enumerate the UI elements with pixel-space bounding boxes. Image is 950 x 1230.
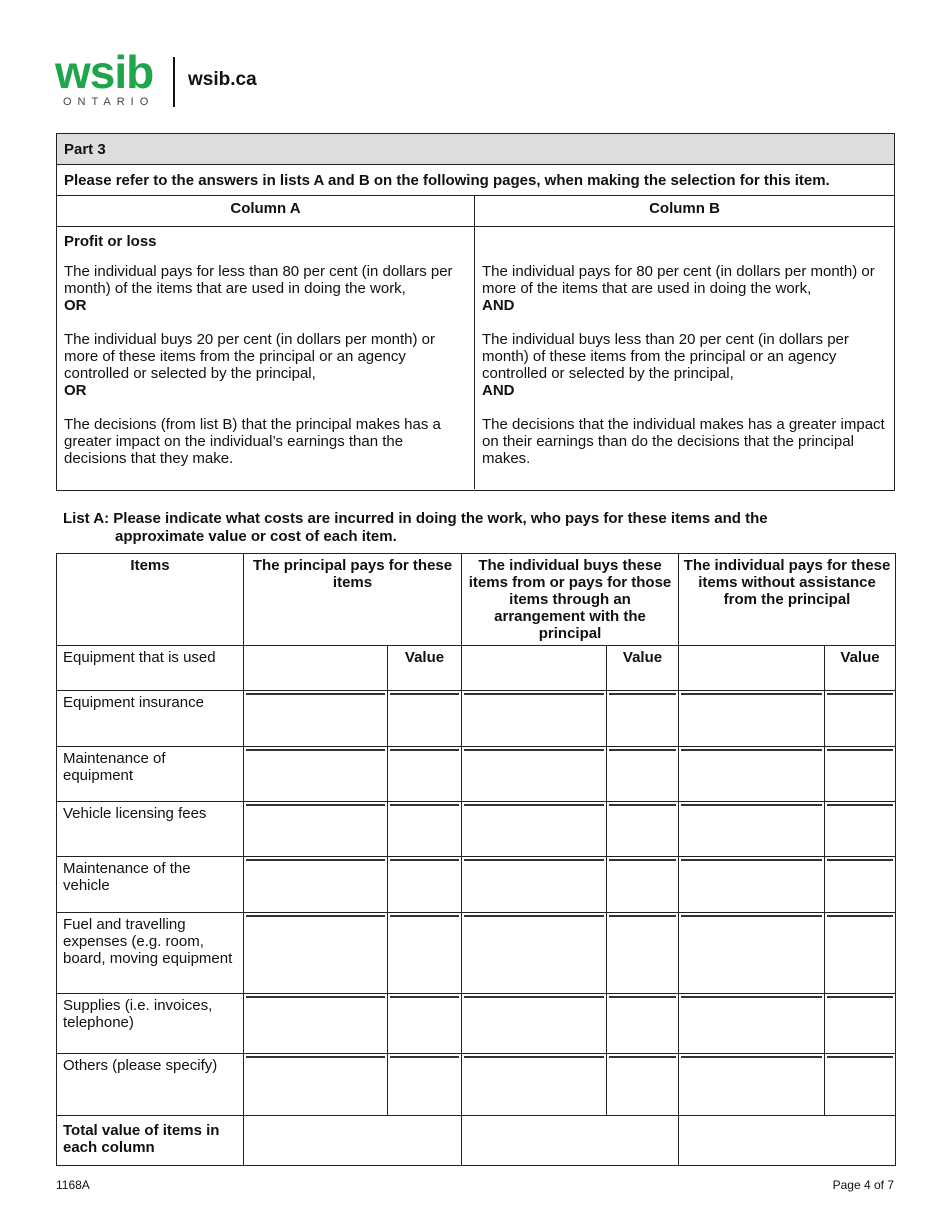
criterion-conjunction: OR <box>64 297 87 314</box>
column-b[interactable] <box>475 227 894 489</box>
arrangement-value-field-cell <box>607 802 679 857</box>
criterion-text: The decisions (from list B) that the principal makes has a greater impact on the individual’s earnings than the decisions that they make. <box>64 416 441 467</box>
arrangement-item-field[interactable] <box>464 749 604 751</box>
column-b-criterion <box>482 416 887 467</box>
arrangement-value-field-cell <box>607 1054 679 1116</box>
list-a-rows <box>57 691 896 1116</box>
part3-note: Please refer to the answers in lists A and B on the following pages, when making the selection for this item. <box>57 165 894 196</box>
arrangement-value-field[interactable] <box>609 804 676 806</box>
individual-value-field-cell <box>825 1054 896 1116</box>
principal-item-field[interactable] <box>246 859 385 861</box>
table-row <box>57 802 896 857</box>
column-b-criterion <box>482 263 887 314</box>
arrangement-item-field-cell <box>462 691 607 747</box>
criterion-conjunction: AND <box>482 382 515 399</box>
arrangement-value-field[interactable] <box>609 1056 676 1058</box>
principal-pays-header: The principal pays for these items <box>244 554 462 646</box>
principal-value-field-cell <box>388 913 462 994</box>
principal-value-field[interactable] <box>390 915 459 917</box>
value-header: Value <box>825 646 896 691</box>
principal-item-field[interactable] <box>246 804 385 806</box>
individual-value-field[interactable] <box>827 693 893 695</box>
table-row <box>57 857 896 913</box>
individual-value-field[interactable] <box>827 859 893 861</box>
table-row <box>57 994 896 1054</box>
individual-item-cell <box>679 646 825 691</box>
table-row <box>57 747 896 802</box>
principal-item-field-cell <box>244 994 388 1054</box>
profit-or-loss-heading: Profit or loss <box>64 233 157 250</box>
individual-item-field[interactable] <box>681 915 822 917</box>
individual-item-field-cell <box>679 913 825 994</box>
individual-value-field[interactable] <box>827 996 893 998</box>
logo-wordmark: wsib <box>55 46 154 98</box>
individual-value-field[interactable] <box>827 804 893 806</box>
individual-item-field-cell <box>679 747 825 802</box>
total-principal-field[interactable] <box>244 1116 462 1166</box>
criterion-text: The individual buys 20 per cent (in dollars per month) or more of these items from the principal or an agency controlled or selected by the principal, <box>64 331 436 382</box>
individual-item-field-cell <box>679 994 825 1054</box>
arrangement-item-cell <box>462 646 607 691</box>
principal-value-field-cell <box>388 691 462 747</box>
principal-item-field[interactable] <box>246 1056 385 1058</box>
individual-value-field-cell <box>825 747 896 802</box>
individual-item-field[interactable] <box>681 693 822 695</box>
principal-item-field[interactable] <box>246 749 385 751</box>
part3-title: Part 3 <box>57 134 894 165</box>
arrangement-item-field-cell <box>462 994 607 1054</box>
individual-item-field[interactable] <box>681 749 822 751</box>
total-individual-field[interactable] <box>679 1116 896 1166</box>
row-label: Others (please specify) <box>57 1054 244 1116</box>
arrangement-item-field[interactable] <box>464 996 604 998</box>
column-b-spacer <box>482 233 887 263</box>
principal-value-field[interactable] <box>390 996 459 998</box>
principal-item-field-cell <box>244 691 388 747</box>
arrangement-value-field-cell <box>607 913 679 994</box>
row-label: Vehicle licensing fees <box>57 802 244 857</box>
principal-value-field[interactable] <box>390 804 459 806</box>
individual-pays-header: The individual pays for these items without assistance from the principal <box>679 554 896 646</box>
individual-item-field-cell <box>679 1054 825 1116</box>
row-label: Fuel and travelling expenses (e.g. room, board, moving equipment <box>57 913 244 994</box>
arrangement-item-field-cell <box>462 857 607 913</box>
column-b-header: Column B <box>649 200 720 217</box>
criterion-text: The decisions that the individual makes has a greater impact on their earnings than do the decisions that the principal makes. <box>482 416 885 467</box>
principal-item-cell <box>244 646 388 691</box>
individual-value-field[interactable] <box>827 1056 893 1058</box>
arrangement-value-field[interactable] <box>609 915 676 917</box>
row-label: Supplies (i.e. invoices, telephone) <box>57 994 244 1054</box>
column-a-criterion <box>64 416 467 467</box>
individual-value-field-cell <box>825 802 896 857</box>
arrangement-item-field[interactable] <box>464 859 604 861</box>
principal-item-field[interactable] <box>246 915 385 917</box>
criterion-conjunction: OR <box>64 382 87 399</box>
principal-value-field-cell <box>388 1054 462 1116</box>
list-a-heading-line2: approximate value or cost of each item. <box>115 528 397 545</box>
column-a-criterion <box>64 263 467 314</box>
criterion-text: The individual pays for 80 per cent (in dollars per month) or more of the items that are used in doing the work, <box>482 263 875 297</box>
principal-item-field[interactable] <box>246 996 385 998</box>
individual-item-field[interactable] <box>681 859 822 861</box>
column-a-header: Column A <box>57 196 475 226</box>
arrangement-value-field[interactable] <box>609 996 676 998</box>
logo-subtext: ONTARIO <box>63 96 155 108</box>
row-label: Maintenance of equipment <box>57 747 244 802</box>
value-header: Value <box>388 646 462 691</box>
part3-section <box>56 133 895 491</box>
principal-item-field-cell <box>244 857 388 913</box>
arrangement-value-field[interactable] <box>609 749 676 751</box>
arrangement-value-field-cell <box>607 857 679 913</box>
arrangement-value-field[interactable] <box>609 859 676 861</box>
column-a-criterion <box>64 331 467 399</box>
arrangement-value-field-cell <box>607 994 679 1054</box>
principal-item-field-cell <box>244 1054 388 1116</box>
individual-value-field-cell <box>825 913 896 994</box>
table-row <box>57 691 896 747</box>
arrangement-item-field-cell <box>462 1054 607 1116</box>
arrangement-item-field[interactable] <box>464 693 604 695</box>
principal-value-field-cell <box>388 802 462 857</box>
principal-item-field-cell <box>244 747 388 802</box>
list-a-table <box>56 553 896 1166</box>
column-b-criterion <box>482 331 887 399</box>
individual-item-field-cell <box>679 857 825 913</box>
criterion-conjunction: AND <box>482 297 515 314</box>
criterion-text: The individual pays for less than 80 per cent (in dollars per month) of the items that are used in doing the work, <box>64 263 453 297</box>
page-number: Page 4 of 7 <box>832 1178 894 1192</box>
column-a[interactable] <box>57 227 475 489</box>
form-number: 1168A <box>56 1178 90 1192</box>
arrangement-item-field-cell <box>462 802 607 857</box>
individual-item-field-cell <box>679 691 825 747</box>
table-row <box>57 913 896 994</box>
arrangement-header: The individual buys these items from or pays for those items through an arrangement with the principal <box>462 554 679 646</box>
principal-value-field-cell <box>388 857 462 913</box>
logo-divider <box>173 57 175 107</box>
individual-value-field-cell <box>825 994 896 1054</box>
individual-value-field-cell <box>825 691 896 747</box>
part3-column-headers <box>57 196 894 227</box>
wsib-logo[interactable] <box>55 46 159 110</box>
list-a-heading <box>63 510 768 546</box>
total-arrangement-field[interactable] <box>462 1116 679 1166</box>
principal-value-field-cell <box>388 747 462 802</box>
total-row-label: Total value of items in each column <box>57 1116 244 1166</box>
arrangement-item-field[interactable] <box>464 915 604 917</box>
principal-value-field-cell <box>388 994 462 1054</box>
row-label: Maintenance of the vehicle <box>57 857 244 913</box>
header <box>55 46 257 110</box>
criterion-text: The individual buys less than 20 per cent (in dollars per month) of these items from the principal or an agency controlled or selected by the principal, <box>482 331 849 382</box>
individual-item-field-cell <box>679 802 825 857</box>
principal-item-field-cell <box>244 913 388 994</box>
row-label-equipment-used: Equipment that is used <box>57 646 244 691</box>
principal-value-field[interactable] <box>390 749 459 751</box>
arrangement-value-field-cell <box>607 747 679 802</box>
arrangement-item-field-cell <box>462 747 607 802</box>
individual-value-field-cell <box>825 857 896 913</box>
principal-value-field[interactable] <box>390 1056 459 1058</box>
arrangement-item-field-cell <box>462 913 607 994</box>
principal-value-field[interactable] <box>390 859 459 861</box>
arrangement-item-field[interactable] <box>464 804 604 806</box>
arrangement-item-field[interactable] <box>464 1056 604 1058</box>
principal-item-field-cell <box>244 802 388 857</box>
arrangement-value-field[interactable] <box>609 693 676 695</box>
items-column-header: Items <box>57 554 244 646</box>
value-header: Value <box>607 646 679 691</box>
principal-value-field[interactable] <box>390 693 459 695</box>
arrangement-value-field-cell <box>607 691 679 747</box>
row-label: Equipment insurance <box>57 691 244 747</box>
list-a-heading-line1: List A: Please indicate what costs are incurred in doing the work, who pays for these items and the <box>63 510 768 527</box>
individual-item-field[interactable] <box>681 996 822 998</box>
principal-item-field[interactable] <box>246 693 385 695</box>
individual-item-field[interactable] <box>681 1056 822 1058</box>
individual-value-field[interactable] <box>827 749 893 751</box>
individual-value-field[interactable] <box>827 915 893 917</box>
table-row <box>57 1054 896 1116</box>
part3-columns <box>57 227 894 489</box>
site-url-link[interactable]: wsib.ca <box>188 69 257 90</box>
individual-item-field[interactable] <box>681 804 822 806</box>
